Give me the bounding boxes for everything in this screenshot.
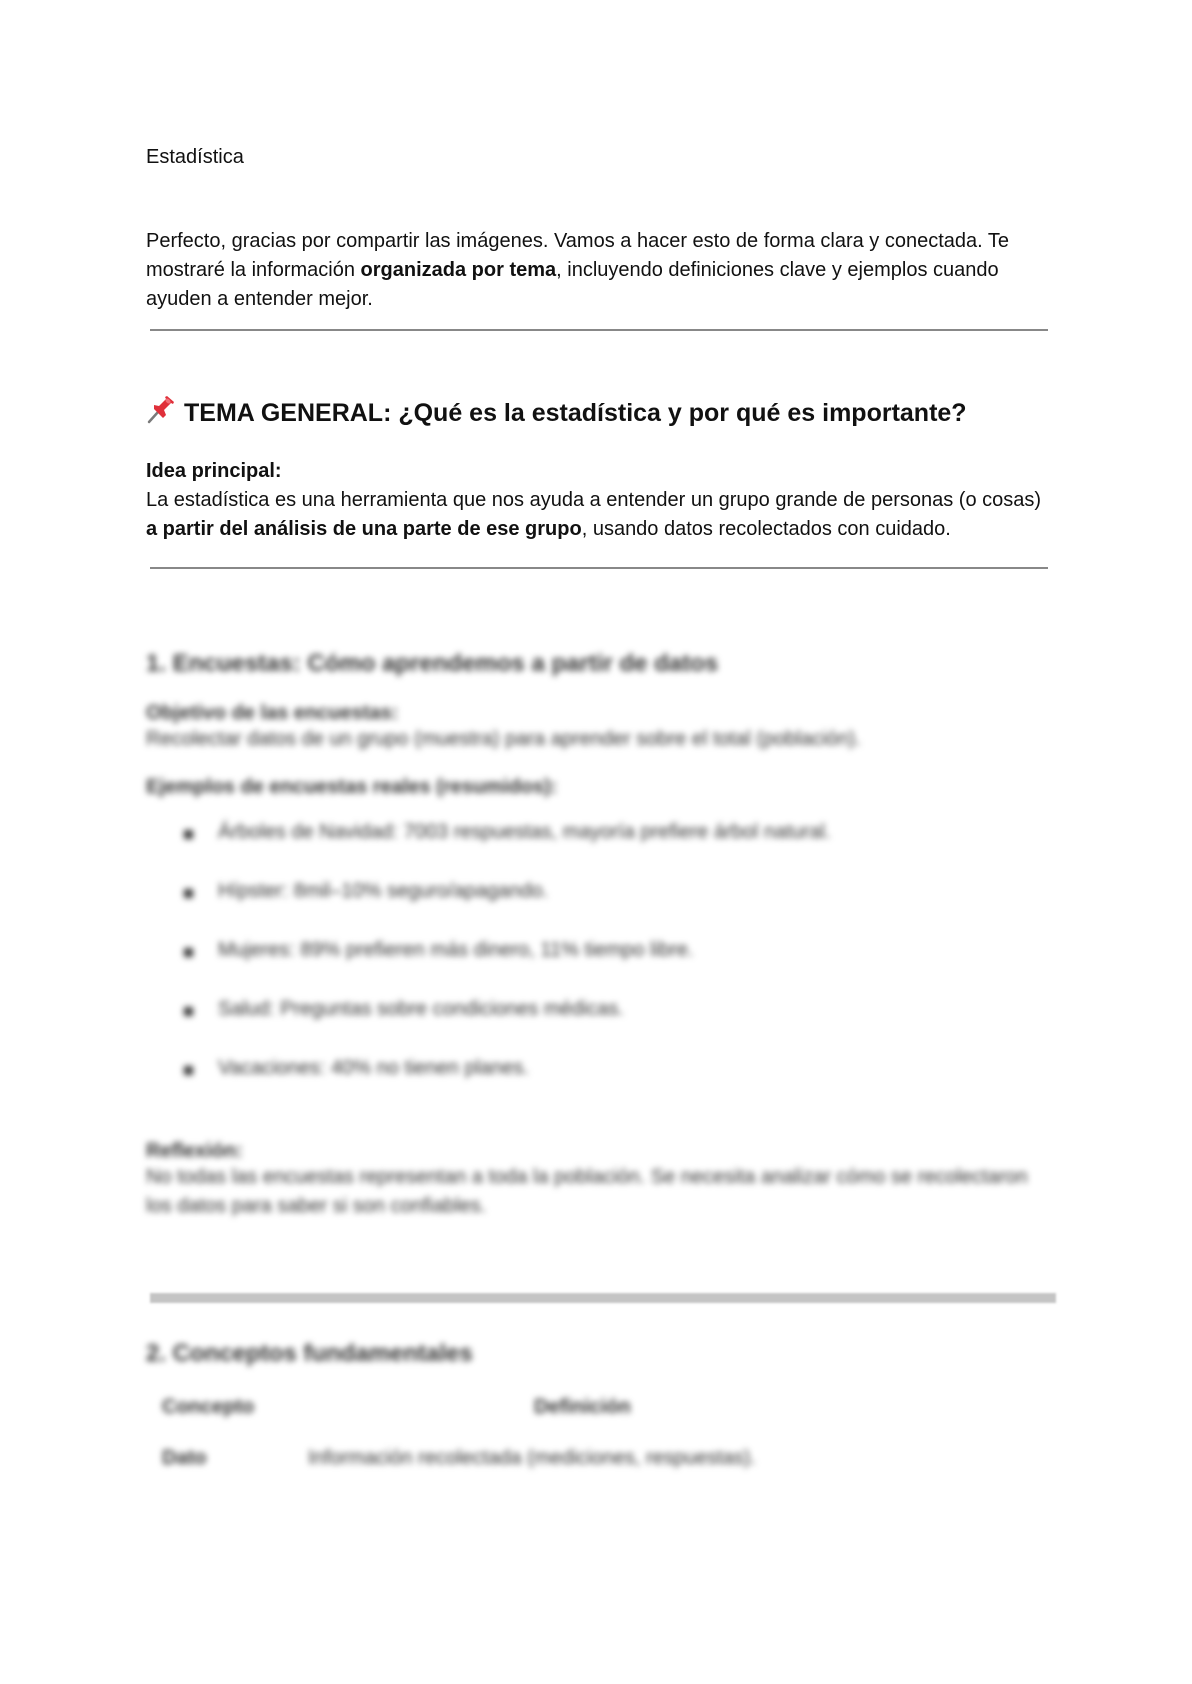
section-divider bbox=[150, 1293, 1056, 1303]
section-conceptos bbox=[146, 1340, 1046, 1484]
list-item: Mujeres: 89% prefieren más dinero, 11% tiempo libre. bbox=[146, 939, 1046, 998]
table-row bbox=[146, 1433, 982, 1484]
list-item: Salud: Preguntas sobre condiciones médicas. bbox=[146, 998, 1046, 1057]
reflection-text: No todas las encuestas representan a toda la población. Se necesita analizar cómo se recolectaron los datos para saber si son confiables. bbox=[146, 1166, 1028, 1217]
table-cell: Dato bbox=[162, 1447, 207, 1469]
idea-label: Idea principal: bbox=[146, 460, 282, 482]
reflection-label: Reflexión: bbox=[146, 1140, 243, 1162]
general-heading bbox=[146, 396, 967, 428]
idea-bold-text: a partir del análisis de una parte de ese grupo bbox=[146, 518, 582, 540]
objective-text: Recolectar datos de un grupo (muestra) para aprender sobre el total (población). bbox=[146, 728, 861, 750]
section-encuestas bbox=[146, 650, 1046, 1221]
section1-heading: 1. Encuestas: Cómo aprendemos a partir de datos bbox=[146, 650, 719, 677]
intro-bold-text: organizada por tema bbox=[360, 259, 557, 281]
table-header: Concepto bbox=[162, 1396, 255, 1418]
list-item: Hípster: 8mil–10% seguro/apagando. bbox=[146, 880, 1046, 939]
intro-text: Perfecto, gracias por compartir las imágenes. Vamos a hacer esto de forma clara y conectada. Te mostraré la información bbox=[146, 230, 1010, 281]
idea-text: La estadística es una herramienta que nos ayuda a entender un grupo grande de personas (o cosas) bbox=[146, 489, 1042, 511]
table-cell: Información recolectada (mediciones, respuestas). bbox=[308, 1447, 756, 1469]
idea-paragraph bbox=[146, 486, 1046, 544]
objective-label: Objetivo de las encuestas: bbox=[146, 702, 399, 724]
idea-block bbox=[146, 457, 1046, 544]
idea-text-end: , usando datos recolectados con cuidado. bbox=[581, 518, 951, 540]
table-header-row bbox=[146, 1382, 982, 1433]
divider bbox=[150, 329, 1048, 331]
divider bbox=[150, 567, 1048, 569]
document-title: Estadística bbox=[146, 146, 244, 168]
examples-list bbox=[146, 821, 1046, 1116]
section2-heading: 2. Conceptos fundamentales bbox=[146, 1340, 473, 1367]
intro-paragraph bbox=[146, 227, 1046, 314]
pushpin-icon bbox=[146, 396, 176, 424]
examples-label: Ejemplos de encuestas reales (resumidos): bbox=[146, 776, 558, 798]
intro-text-end: , incluyendo definiciones clave y ejemplos cuando ayuden a entender mejor. bbox=[146, 259, 999, 310]
list-item: Vacaciones: 40% no tienen planes. bbox=[146, 1057, 1046, 1116]
list-item: Árboles de Navidad: 7003 respuestas, mayoría prefiere árbol natural. bbox=[146, 821, 1046, 880]
table-header: Definición bbox=[534, 1396, 631, 1418]
concepts-table bbox=[146, 1382, 982, 1484]
general-heading-text: TEMA GENERAL: ¿Qué es la estadística y por qué es importante? bbox=[184, 399, 967, 427]
